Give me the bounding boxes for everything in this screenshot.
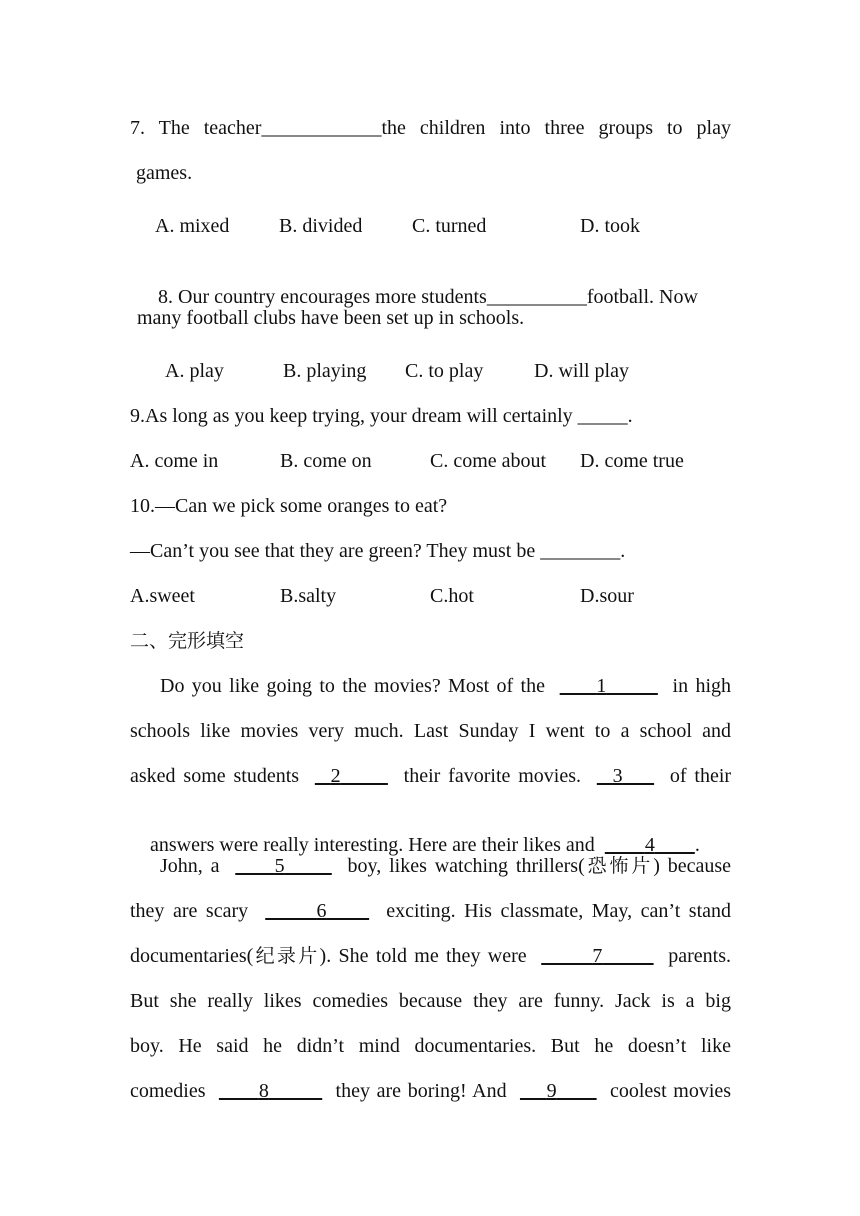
passage-text: they are scary — [130, 900, 249, 922]
blank-4-number: 4 — [644, 834, 655, 856]
passage-text: exciting. His classmate, May, can’t stand — [386, 900, 732, 922]
passage-text: they are boring! And — [335, 1080, 507, 1102]
q10-option-a: A.sweet — [130, 585, 195, 607]
chinese-gloss: 恐怖片 — [584, 855, 654, 877]
passage-text: documentaries( — [130, 945, 254, 967]
blank-2-number: 2 — [330, 765, 341, 787]
q9-option-d: D. come true — [580, 450, 684, 472]
q7-text-b: the children into three groups to play — [381, 117, 731, 139]
q10-option-c: C.hot — [430, 585, 474, 607]
blank-9-number: 9 — [546, 1080, 557, 1102]
passage-text: their favorite movies. — [403, 765, 582, 787]
q8-text-a: 8. Our country encourages more students — [158, 286, 487, 308]
blank-8-number: 8 — [258, 1080, 269, 1102]
passage-text: asked some students — [130, 765, 300, 787]
q9-line: 9.As long as you keep trying, your dream will certainly _____. — [130, 405, 633, 427]
blank-2 — [315, 765, 388, 787]
passage-p2-line6 — [130, 1079, 731, 1103]
passage-p2-line5: boy. He said he didn’t mind documentaries. But he doesn’t like — [130, 1035, 731, 1057]
q7-option-c: C. turned — [412, 215, 487, 237]
q10-line1: 10.—Can we pick some oranges to eat? — [130, 495, 448, 517]
passage-text: comedies — [130, 1080, 206, 1102]
passage-text: John, a — [160, 855, 220, 877]
passage-text: in high — [672, 675, 732, 697]
passage-text: ). She told me they were — [319, 945, 527, 967]
blank-5-number: 5 — [274, 855, 285, 877]
passage-p2-line2 — [130, 899, 731, 923]
q8-blank: __________ — [486, 286, 587, 308]
q8-line2: many football clubs have been set up in schools. — [137, 307, 525, 329]
passage-text: boy, likes watching thrillers( — [347, 855, 585, 877]
passage-p2-line4: But she really likes comedies because they are funny. Jack is a big — [130, 990, 731, 1012]
passage-p2-line1 — [130, 854, 731, 878]
section-title: 二、完形填空 — [130, 630, 245, 652]
blank-7-number: 7 — [592, 945, 603, 967]
blank-5 — [235, 855, 332, 877]
passage-text: of their — [669, 765, 732, 787]
q8-option-b: B. playing — [283, 360, 367, 382]
blank-9 — [520, 1080, 597, 1102]
passage-text: answers were really interesting. Here are their likes and — [150, 834, 595, 856]
q8-text-b: football. Now — [586, 286, 698, 308]
blank-6-number: 6 — [316, 900, 327, 922]
q9-option-b: B. come on — [280, 450, 372, 472]
passage-text: parents. — [668, 945, 731, 967]
passage-text: Do you like going to the movies? Most of the — [160, 675, 545, 697]
q7-blank: ____________ — [261, 117, 382, 139]
passage-p2-line3 — [130, 944, 731, 968]
q8-option-d: D. will play — [534, 360, 629, 382]
q7-option-d: D. took — [580, 215, 640, 237]
blank-3-number: 3 — [612, 765, 623, 787]
q8-option-a: A. play — [165, 360, 224, 382]
q10-line2: —Can’t you see that they are green? They must be ________. — [130, 540, 626, 562]
blank-1 — [560, 675, 658, 697]
q10-option-d: D.sour — [580, 585, 634, 607]
q7-option-a: A. mixed — [155, 215, 230, 237]
passage-text: ) because — [653, 855, 732, 877]
blank-1-number: 1 — [596, 675, 607, 697]
chinese-gloss: 纪录片 — [253, 945, 320, 967]
q7-text-a: 7. The teacher — [130, 117, 262, 139]
passage-p1-line2: schools like movies very much. Last Sunday I went to a school and — [130, 720, 731, 742]
passage-text: coolest movies — [609, 1080, 732, 1102]
q7-line1 — [130, 116, 731, 140]
passage-p1-line3 — [130, 764, 731, 788]
blank-4 — [605, 834, 695, 856]
blank-3 — [597, 765, 654, 787]
q9-option-c: C. come about — [430, 450, 547, 472]
q10-option-b: B.salty — [280, 585, 337, 607]
q7-option-b: B. divided — [279, 215, 363, 237]
q8-option-c: C. to play — [405, 360, 484, 382]
passage-text: . — [694, 834, 700, 856]
q9-option-a: A. come in — [130, 450, 219, 472]
blank-6 — [265, 900, 369, 922]
blank-7 — [541, 945, 653, 967]
passage-p1-line1 — [130, 674, 731, 698]
q7-line2: games. — [136, 162, 193, 184]
blank-8 — [219, 1080, 322, 1102]
